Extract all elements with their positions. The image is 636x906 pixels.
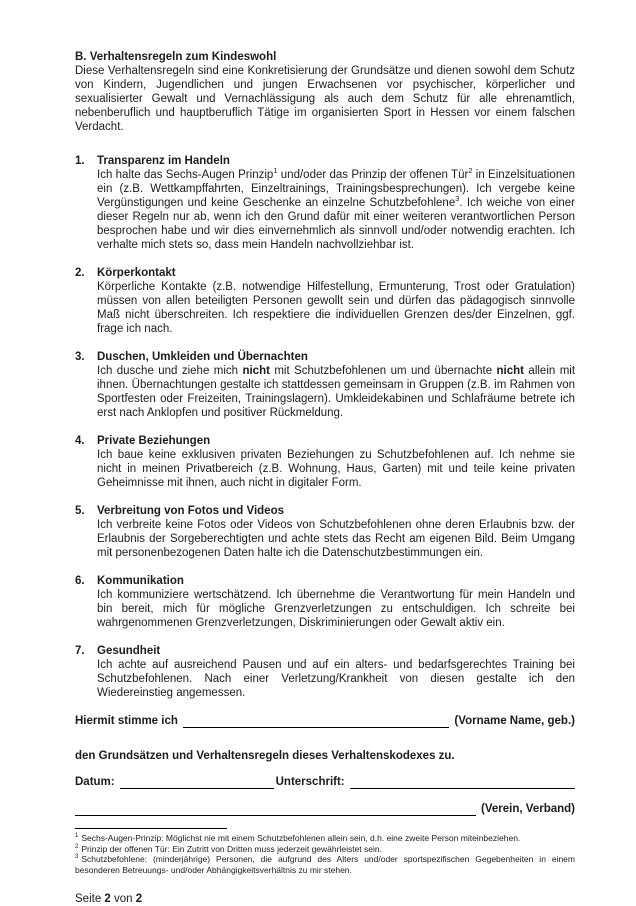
rule-title: Körperkontakt	[97, 267, 176, 279]
rule-title: Transparenz im Handeln	[97, 155, 230, 167]
rule-title: Duschen, Umkleiden und Übernachten	[97, 351, 308, 363]
rule-body: Ich dusche und ziehe mich nicht mit Schutzbefohlenen um und übernachte nicht allein mit ihnen. Übernachtungen gestalte ich stattdessen gemeinsam in Gruppen (z.B. im Rahmen von Sportfesten oder Freizeiten, Trainingslagern). Umkleidekabinen und Schlafräume betrete ich erst nach Anklopfen und positiver Rückmeldung.	[97, 365, 576, 419]
rule-item	[75, 266, 575, 336]
footnote-text: Prinzip der offenen Tür: Ein Zutritt von Dritten muss jederzeit gewährleistet sein.	[81, 843, 382, 854]
rule-body: Ich halte das Sechs-Augen Prinzip$^1$ und/oder das Prinzip der offenen Tür$^2$ in Einzelsituationen ein (z.B. Wettkampffahrten, Einzeltrainings, Trainingsbesprechungen). Ich vergebe keine Vergünstigungen und keine Geschenke an einzelne Schutzbefohlene$^3$. Ich weiche von einer dieser Regeln nur ab, wenn ich den Grund dafür mit einer weiteren verantwortlichen Person besprochen habe und wir dies einvernehmlich als sinnvoll und/oder notwendig erachten. Ich verhalte mich stets so, dass mein Handeln nachvollziehbar ist.	[97, 166, 576, 251]
footnote-text: Sechs-Augen-Prinzip: Möglichst nie mit einem Schutzbefohlenen allein sein, d.h. eine zweite Person miteinbeziehen.	[81, 833, 521, 843]
consent-row	[75, 714, 575, 728]
rule-content	[97, 504, 575, 560]
rule-number: 4.	[75, 435, 85, 447]
section-heading: B. Verhaltensregeln zum Kindeswohl	[75, 51, 277, 63]
rule-number: 7.	[75, 645, 85, 657]
rule-body: Ich kommuniziere wertschätzend. Ich übernehme die Verantwortung für mein Handeln und bin bereit, mich für mögliche Grenzverletzungen zu entschuldigen. Ich schreite bei wahrgenommenen Grenzverletzungen, Diskriminierungen oder Gewalt aktiv ein.	[97, 589, 575, 629]
rule-number: 3.	[75, 351, 85, 363]
footnote-marker: 2	[75, 843, 79, 850]
rule-item	[75, 644, 575, 700]
rule-content	[97, 574, 575, 630]
rule-item	[75, 504, 575, 560]
consent-suffix-label: (Vorname Name, geb.)	[454, 715, 575, 727]
footnote-item	[75, 833, 575, 844]
intro-paragraph: Diese Verhaltensregeln sind eine Konkretisierung der Grundsätze und dienen sowohl dem Schutz von Kindern, Jugendlichen und jungen Erwachsenen vor psychischer, körperlicher und sexualisierter Gewalt und Vernachlässigung als auch dem Schutz für alle ehrenamtlich, nebenberuflich und hauptberuflich Tätige im organisierten Sport in Hessen vor einem falschen Verdacht.	[75, 65, 575, 133]
rule-title: Gesundheit	[97, 645, 161, 657]
rule-body: Körperliche Kontakte (z.B. notwendige Hilfestellung, Ermunterung, Trost oder Gratulation) müssen von allen beteiligten Personen gewollt sein und dürfen das pädagogisch sinnvolle Maß nicht überschreiten. Ich respektiere die individuellen Grenzen des/der Einzelnen, ggf. frage ich nach.	[97, 281, 575, 335]
name-field[interactable]	[183, 715, 450, 728]
rule-item	[75, 574, 575, 630]
rule-number: 1.	[75, 155, 85, 167]
rule-body: Ich verbreite keine Fotos oder Videos von Schutzbefohlenen ohne deren Erlaubnis bzw. der Erlaubnis der Sorgeberechtigten und achte stets das Recht am eigenen Bild. Beim Umgang mit personenbezogenen Daten halte ich die Datenschutzbestimmungen ein.	[97, 519, 575, 559]
organization-row	[75, 802, 575, 816]
rule-content	[97, 266, 575, 336]
signature-field[interactable]	[350, 776, 575, 789]
footnote-item	[75, 854, 575, 875]
rule-content	[97, 644, 575, 700]
rule-content	[97, 434, 575, 490]
consent-prefix-label: Hiermit stimme ich	[75, 715, 178, 727]
page-number-footer: Seite 2 von 2	[75, 893, 143, 905]
rule-item	[75, 434, 575, 490]
rule-number: 5.	[75, 505, 85, 517]
rule-content	[97, 350, 575, 420]
rule-title: Verbreitung von Fotos und Videos	[97, 505, 284, 517]
organization-field[interactable]	[75, 803, 476, 816]
rule-body: Ich baue keine exklusiven privaten Beziehungen zu Schutzbefohlenen auf. Ich nehme sie nicht in meinen Privatbereich (z.B. Wohnung, Haus, Garten) mit und teile keine privaten Geheimnisse mit ihnen, auch nicht in digitaler Form.	[97, 449, 575, 489]
date-signature-row	[75, 775, 575, 789]
signature-label: Unterschrift:	[275, 776, 345, 788]
rule-number: 2.	[75, 267, 85, 279]
rule-title: Kommunikation	[97, 575, 184, 587]
rules-list	[75, 154, 575, 700]
footnote-text: Schutzbefohlene: (minderjährige) Personen, die aufgrund des Alters und/oder sportspezifischen Gegebenheiten in einem besonderen Betreuungs- und/oder Abhängigkeitsverhältnis zu mir stehen.	[75, 854, 575, 875]
date-label: Datum:	[75, 776, 115, 788]
rule-number: 6.	[75, 575, 85, 587]
organization-suffix-label: (Verein, Verband)	[481, 803, 575, 815]
footnote-marker: 3	[75, 854, 79, 861]
date-field[interactable]	[120, 776, 274, 789]
footnote-separator	[75, 828, 227, 829]
footnote-item	[75, 844, 575, 855]
footnote-marker: 1	[75, 833, 79, 840]
rule-content	[97, 154, 575, 252]
consent-statement: den Grundsätzen und Verhaltensregeln dieses Verhaltenskodexes zu.	[75, 750, 455, 762]
footnotes	[75, 833, 575, 875]
rule-item	[75, 154, 575, 252]
rule-item	[75, 350, 575, 420]
rule-body: Ich achte auf ausreichend Pausen und auf ein alters- und bedarfsgerechtes Training bei Schutzbefohlenen. Nach einer Verletzung/Krankheit von diesen gestalte ich den Wiedereinstieg angemessen.	[97, 659, 575, 699]
rule-title: Private Beziehungen	[97, 435, 211, 447]
